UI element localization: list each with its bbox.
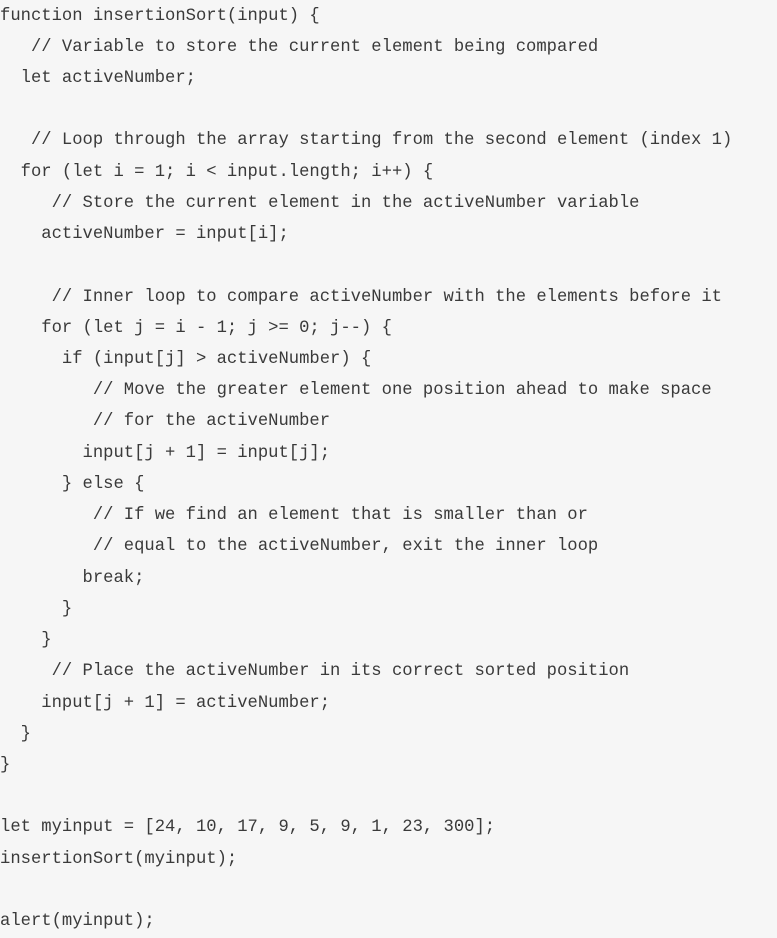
code-line: } [0, 756, 11, 775]
code-line: } [0, 600, 73, 619]
code-line: alert(myinput); [0, 912, 155, 931]
code-line: // Place the activeNumber in its correct sorted position [0, 662, 630, 681]
code-line: let activeNumber; [0, 69, 196, 88]
code-line: break; [0, 569, 145, 588]
code-line: // If we find an element that is smaller than or [0, 506, 588, 525]
code-line: // for the activeNumber [0, 412, 331, 431]
code-line: // equal to the activeNumber, exit the inner loop [0, 537, 599, 556]
code-line: } [0, 631, 52, 650]
code-line: input[j + 1] = activeNumber; [0, 694, 331, 713]
code-line: // Inner loop to compare activeNumber with the elements before it [0, 288, 722, 307]
code-line: activeNumber = input[i]; [0, 225, 289, 244]
code-line: if (input[j] > activeNumber) { [0, 350, 372, 369]
code-line: let myinput = [24, 10, 17, 9, 5, 9, 1, 23, 300]; [0, 818, 496, 837]
code-line: } else { [0, 475, 145, 494]
code-line: for (let i = 1; i < input.length; i++) { [0, 163, 434, 182]
code-line: insertionSort(myinput); [0, 850, 238, 869]
code-line: // Store the current element in the activeNumber variable [0, 194, 640, 213]
code-line: // Variable to store the current element being compared [0, 38, 599, 57]
code-line: for (let j = i - 1; j >= 0; j--) { [0, 319, 392, 338]
code-line: } [0, 725, 31, 744]
code-line: // Move the greater element one position ahead to make space [0, 381, 712, 400]
code-line: input[j + 1] = input[j]; [0, 444, 331, 463]
code-line: // Loop through the array starting from the second element (index 1) [0, 131, 733, 150]
code-line: function insertionSort(input) { [0, 7, 320, 26]
